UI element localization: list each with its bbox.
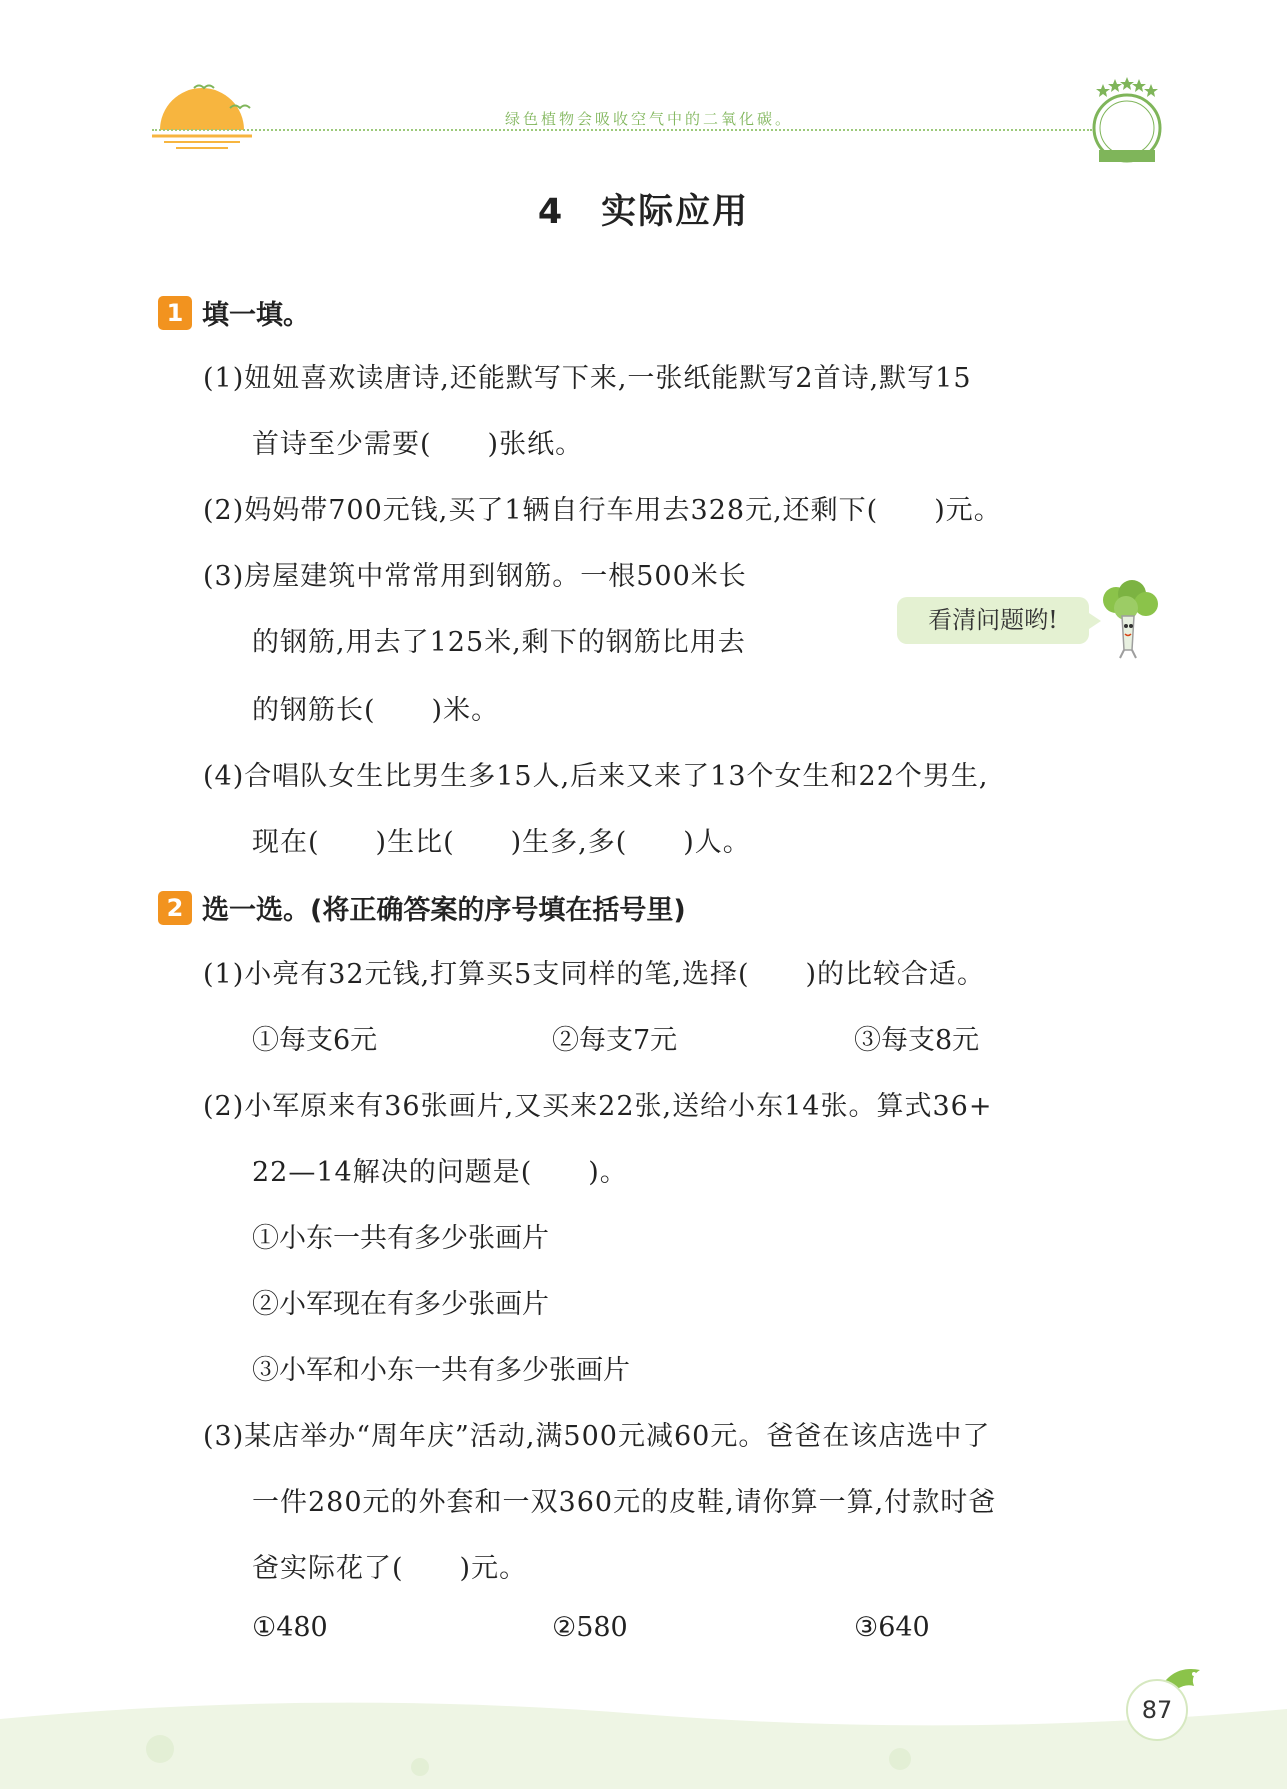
question-line: (1)小亮有32元钱,打算买5支同样的笔,选择( )的比较合适。 xyxy=(203,959,986,990)
option-item: ②580 xyxy=(552,1612,628,1643)
header-tagline: 绿色植物会吸收空气中的二氧化碳。 xyxy=(505,110,794,128)
mascot-broccoli xyxy=(1096,580,1160,660)
page-number: 87 xyxy=(1126,1679,1188,1741)
option-item: ②每支7元 xyxy=(552,1025,678,1056)
question-line: (4)合唱队女生比男生多15人,后来又来了13个女生和22个男生, xyxy=(203,761,989,792)
option-item: ③每支8元 xyxy=(854,1025,980,1056)
question-line: 22—14解决的问题是( )。 xyxy=(252,1157,628,1188)
question-line: 首诗至少需要( )张纸。 xyxy=(252,429,584,460)
question-line: 一件280元的外套和一双360元的皮鞋,请你算一算,付款时爸 xyxy=(252,1487,997,1518)
question-line: 的钢筋,用去了125米,剩下的钢筋比用去 xyxy=(252,627,746,658)
option-item: ①480 xyxy=(252,1612,328,1643)
option-item: ①每支6元 xyxy=(252,1025,378,1056)
question-line: (2)小军原来有36张画片,又买来22张,送给小东14张。算式36+ xyxy=(203,1091,993,1122)
option-item: ②小军现在有多少张画片 xyxy=(252,1289,549,1320)
header-dotted-line xyxy=(152,129,1092,131)
section-number-badge: 1 xyxy=(158,296,192,330)
page-title: 4 实际应用 xyxy=(537,192,750,232)
option-item: ③640 xyxy=(854,1612,930,1643)
section-2-heading xyxy=(158,888,686,927)
page-header xyxy=(0,0,1287,170)
question-line: (1)妞妞喜欢读唐诗,还能默写下来,一张纸能默写2首诗,默写15 xyxy=(203,363,972,394)
section-number-badge: 2 xyxy=(158,891,192,925)
birds-icon xyxy=(192,80,252,120)
question-line: 爸实际花了( )元。 xyxy=(252,1553,528,1584)
question-line: 现在( )生比( )生多,多( )人。 xyxy=(252,827,751,858)
option-item: ①小东一共有多少张画片 xyxy=(252,1223,549,1254)
question-line: (3)某店举办“周年庆”活动,满500元减60元。爸爸在该店选中了 xyxy=(203,1421,991,1452)
question-line: (2)妈妈带700元钱,买了1辆自行车用去328元,还剩下( )元。 xyxy=(203,495,1002,526)
footer-wave xyxy=(0,1679,1287,1789)
question-line: 的钢筋长( )米。 xyxy=(252,695,500,726)
seal-logo xyxy=(1087,76,1167,166)
section-title: 选一选。(将正确答案的序号填在括号里) xyxy=(202,895,686,926)
hint-bubble: 看清问题哟! xyxy=(897,597,1089,644)
question-line: (3)房屋建筑中常常用到钢筋。一根500米长 xyxy=(203,561,747,592)
section-1-heading xyxy=(158,293,310,332)
section-title: 填一填。 xyxy=(202,300,310,331)
option-item: ③小军和小东一共有多少张画片 xyxy=(252,1355,630,1386)
